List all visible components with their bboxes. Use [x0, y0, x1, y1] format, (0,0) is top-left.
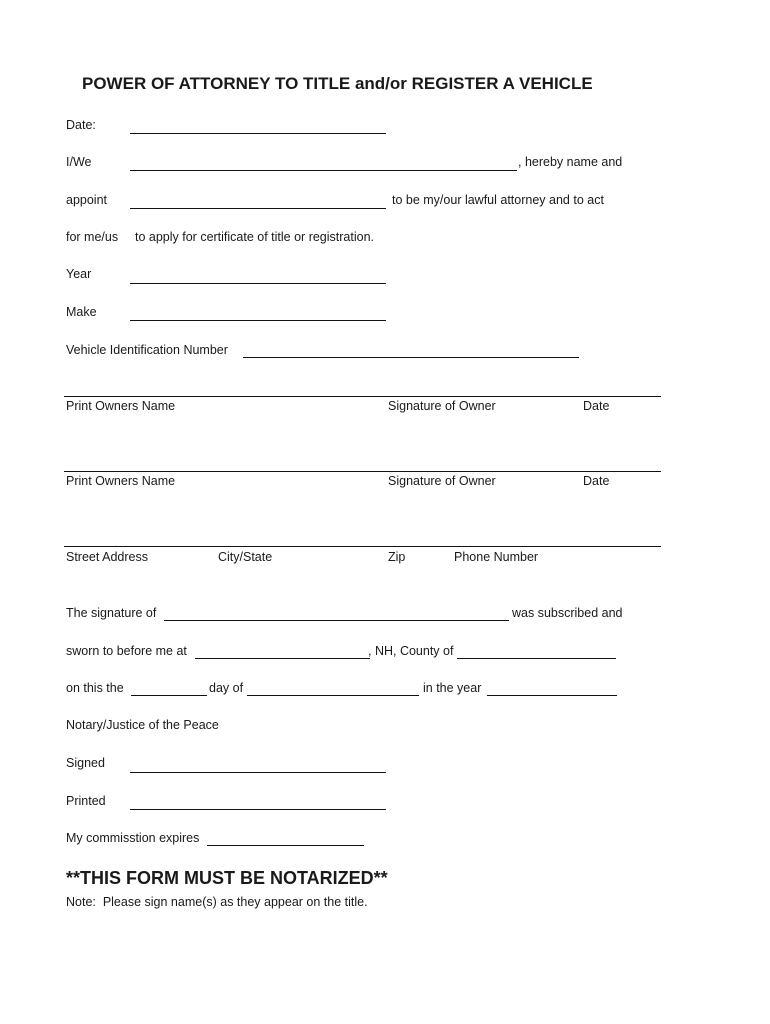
- owner-row-2-rule: [64, 471, 661, 472]
- note-text: Note: Please sign name(s) as they appear on the title.: [66, 895, 368, 909]
- appoint-label: appoint: [66, 193, 108, 207]
- sworn-location-field[interactable]: [195, 658, 370, 659]
- make-label: Make: [66, 305, 97, 319]
- county-label: , NH, County of: [368, 644, 454, 658]
- make-field[interactable]: [130, 320, 386, 321]
- commission-field[interactable]: [207, 845, 364, 846]
- notarized-notice: **THIS FORM MUST BE NOTARIZED**: [66, 868, 388, 888]
- owner-2-name-label: Print Owners Name: [66, 474, 176, 488]
- subscribed-label: was subscribed and: [512, 606, 623, 620]
- commission-label: My commisstion expires: [66, 831, 200, 845]
- zip-label: Zip: [388, 550, 406, 564]
- iwe-field[interactable]: [130, 170, 517, 171]
- city-state-label: City/State: [218, 550, 273, 564]
- day-field[interactable]: [131, 695, 207, 696]
- owner-2-signature-label: Signature of Owner: [388, 474, 496, 488]
- notary-title: Notary/Justice of the Peace: [66, 718, 219, 732]
- street-address-label: Street Address: [66, 550, 148, 564]
- phone-number-label: Phone Number: [454, 550, 539, 564]
- county-field[interactable]: [457, 658, 616, 659]
- date-field[interactable]: [130, 133, 386, 134]
- month-field[interactable]: [247, 695, 419, 696]
- sig-of-field[interactable]: [164, 620, 509, 621]
- formeus-text: to apply for certificate of title or registration.: [135, 230, 374, 244]
- owner-row-1-rule: [64, 396, 661, 397]
- owner-1-date-label: Date: [583, 399, 610, 413]
- iwe-suffix: , hereby name and: [518, 155, 623, 169]
- on-this-the-label: on this the: [66, 681, 124, 695]
- owner-1-name-label: Print Owners Name: [66, 399, 176, 413]
- day-of-label: day of: [209, 681, 244, 695]
- signed-label: Signed: [66, 756, 105, 770]
- iwe-label: I/We: [66, 155, 92, 169]
- owner-2-date-label: Date: [583, 474, 610, 488]
- address-row-rule: [64, 546, 661, 547]
- sworn-label: sworn to before me at: [66, 644, 187, 658]
- formeus-label: for me/us: [66, 230, 119, 244]
- owner-1-signature-label: Signature of Owner: [388, 399, 496, 413]
- signed-field[interactable]: [130, 772, 386, 773]
- vin-label: Vehicle Identification Number: [66, 343, 228, 357]
- printed-label: Printed: [66, 794, 106, 808]
- vin-field[interactable]: [243, 357, 579, 358]
- date-label: Date:: [66, 118, 96, 132]
- printed-field[interactable]: [130, 809, 386, 810]
- year-label: Year: [66, 267, 92, 281]
- form-title: POWER OF ATTORNEY TO TITLE and/or REGISTER A VEHICLE: [82, 74, 593, 93]
- year-of-notary-field[interactable]: [487, 695, 617, 696]
- year-field[interactable]: [130, 283, 386, 284]
- appoint-suffix: to be my/our lawful attorney and to act: [392, 193, 604, 207]
- appoint-field[interactable]: [130, 208, 386, 209]
- sig-of-label: The signature of: [66, 606, 157, 620]
- in-the-year-label: in the year: [423, 681, 482, 695]
